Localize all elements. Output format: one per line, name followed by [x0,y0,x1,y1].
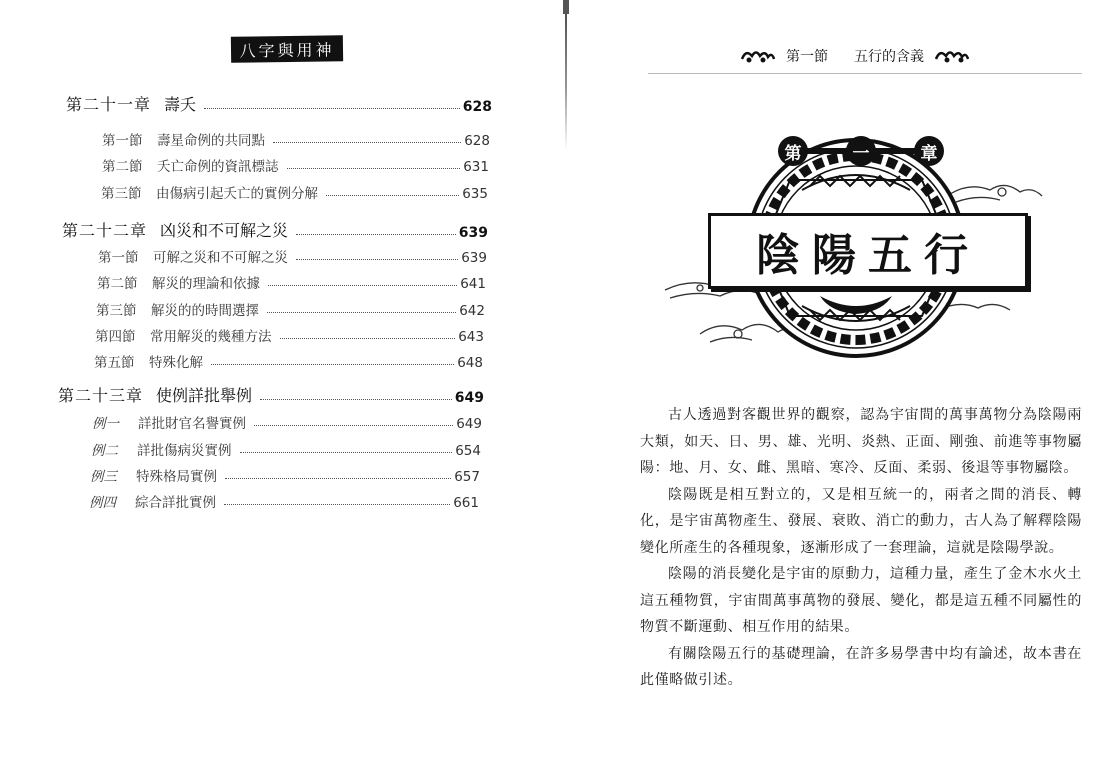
badge-char: 章 [914,136,944,166]
toc-row[interactable] [97,270,486,292]
dot-leader [260,398,452,400]
toc-row[interactable] [94,349,483,371]
toc-entry-title: 特殊格局實例 [136,469,217,485]
toc-entry-title: 詳批傷病災實例 [137,443,232,459]
toc-page-number: 641 [460,276,486,292]
page-gutter [565,0,567,150]
dot-leader [296,233,456,235]
toc-example-label: 例四 [89,495,116,511]
toc-entry-title: 壽星命例的共同點 [157,133,265,149]
toc-page-number: 628 [464,133,490,149]
chapter-badge [778,136,944,166]
toc-row[interactable] [92,410,482,432]
toc-section-label: 第五節 [94,355,135,371]
toc-page-number: 642 [459,303,485,319]
toc-entry-title: 解災的理論和依據 [152,276,260,292]
dot-leader [326,194,459,196]
toc-row[interactable] [96,297,485,319]
dot-leader [267,311,456,313]
toc-row[interactable] [58,384,484,406]
dot-leader [280,337,456,339]
badge-char: 一 [846,136,876,166]
gutter-mark [563,0,569,14]
toc-row[interactable] [62,219,488,241]
toc-section-label: 第一節 [102,133,143,149]
toc-entry-title: 特殊化解 [149,355,203,371]
toc-page-number: 639 [458,225,488,241]
toc-section-label: 第一節 [98,250,139,266]
toc-row[interactable] [91,437,481,459]
badge-char: 第 [778,136,808,166]
toc-entry-title: 綜合詳批實例 [135,495,216,511]
toc-page-number: 635 [462,186,488,202]
toc-section-label: 第四節 [95,329,136,345]
toc-section-label: 第二節 [102,159,143,175]
right-page [570,0,1112,771]
dot-leader [287,167,461,169]
running-head-title: 五行的含義 [854,49,924,65]
toc-entry-title: 可解之災和不可解之災 [153,250,288,266]
body-paragraph: 古人透過對客觀世界的觀察，認為宇宙間的萬事萬物分為陰陽兩大類，如天、日、男、雄、光明、炎熱、正面、剛強、前進等事物屬陽：地、月、女、雌、黑暗、寒冷、反面、柔弱、後退等事物屬陰。 [640,407,1082,476]
dot-leader [296,258,458,260]
toc-example-label: 例三 [90,469,117,485]
dot-leader [204,107,460,109]
body-paragraph: 有關陰陽五行的基礎理論，在許多易學書中均有論述，故本書在此僅略做引述。 [640,645,1082,688]
dot-leader [211,363,454,365]
toc-row[interactable] [66,93,492,115]
badge-connector [874,148,916,154]
toc-page-number: 654 [455,443,481,459]
header-rule [648,73,1082,74]
toc-example-label: 例二 [91,443,118,459]
toc-row[interactable] [102,153,489,175]
toc-page-number: 649 [454,390,484,406]
toc-page-number: 657 [454,469,480,485]
toc-entry-title: 壽夭 [164,95,197,114]
dot-leader [224,503,450,505]
toc-section-label: 第三節 [101,186,142,202]
body-paragraph: 陰陽的消長變化是宇宙的原動力，這種力量，產生了金木水火土這五種物質，宇宙間萬事萬物的發展、變化，都是這五種不同屬性的物質不斷運動、相互作用的結果。 [640,566,1082,635]
dot-leader [273,141,461,143]
toc-row[interactable] [90,463,480,485]
badge-connector [806,148,848,154]
toc-row[interactable] [98,244,487,266]
toc-row[interactable] [102,127,490,149]
toc-example-label: 例一 [92,416,119,432]
toc-entry-title: 解災的的時間選擇 [151,303,259,319]
body-text [640,402,1082,694]
toc-entry-title: 由傷病引起夭亡的實例分解 [156,186,318,202]
body-paragraph: 陰陽既是相互對立的，又是相互統一的，兩者之間的消長、轉化，是宇宙萬物產生、發展、衰敗、消亡的動力，古人為了解釋陰陽變化所產生的各種現象，逐漸形成了一套理論，這就是陰陽學說。 [640,486,1082,556]
cloud-ornament-icon [934,47,970,65]
dot-leader [254,424,453,426]
toc-page-number: 648 [457,355,483,371]
toc-page-number: 639 [461,250,487,266]
toc-entry-title: 夭亡命例的資訊標誌 [157,159,279,175]
toc-entry-title: 詳批財官名譽實例 [138,416,246,432]
toc-row[interactable] [95,323,484,345]
toc-page-number: 661 [453,495,479,511]
dot-leader [268,284,457,286]
toc-section-label: 第三節 [96,303,137,319]
chapter-title-banner [708,213,1028,289]
toc-row[interactable] [101,180,488,202]
dot-leader [225,477,451,479]
dot-leader [240,451,453,453]
toc-chapter-label: 第二十一章 [66,95,152,114]
toc-entry-title: 常用解災的幾種方法 [150,329,272,345]
toc-chapter-label: 第二十二章 [62,221,148,240]
toc-section-label: 第二節 [97,276,138,292]
toc-chapter-label: 第二十三章 [58,386,144,405]
chapter-title: 陰陽五行 [756,230,980,281]
running-title-left: 八字與用神 [231,35,343,63]
toc-entry-title: 凶災和不可解之災 [160,221,289,240]
toc-page-number: 631 [463,159,489,175]
toc-page-number: 628 [462,99,492,115]
toc-entry-title: 使例詳批舉例 [156,386,253,405]
cloud-ornament-icon [740,47,776,65]
toc-page-number: 649 [456,416,482,432]
running-head-section: 第一節 [786,49,828,65]
toc-page-number: 643 [458,329,484,345]
toc-row[interactable] [89,489,479,511]
chapter-emblem [660,120,1050,360]
running-head [740,46,970,66]
